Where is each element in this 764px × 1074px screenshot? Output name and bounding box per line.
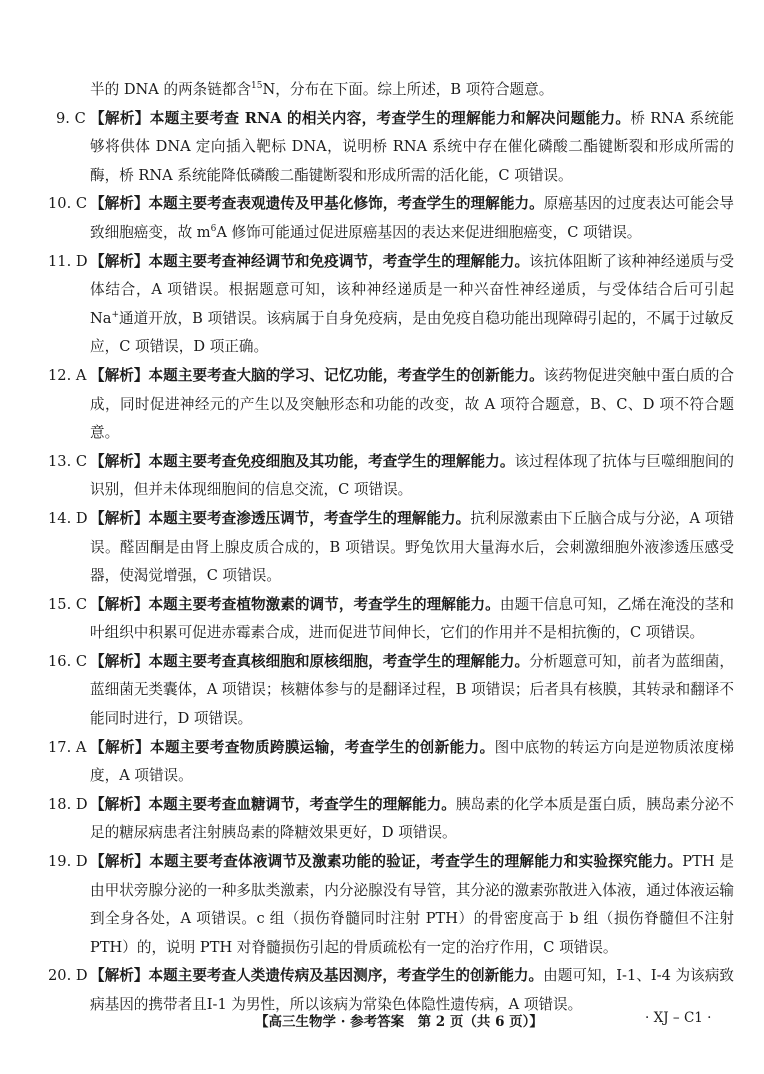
body-text: 该过程体现了抗体与巨噬细胞间的识别，但并未体现细胞间的信息交流，C 项错误。: [90, 452, 734, 499]
body-text: 通道开放，B 项错误。该病属于自身免疫病，是由免疫自稳功能出现障碍引起的，不属于过敏反应，C 项错误，D 项正确。: [90, 309, 734, 356]
topic-summary: 本题主要考查免疫细胞及其功能，考查学生的理解能力。: [148, 452, 515, 470]
body-text: 抗利尿激素由下丘脑合成与分泌，A 项错误。醛固酮是由肾上腺皮质合成的，B 项错误。野兔饮用大量海水后，会刺激细胞外液渗透压感受器，使渴觉增强，C 项错误。: [90, 509, 734, 585]
body-text: A 修饰可能通过促进原癌基因的表达来促进细胞癌变，C 项错误。: [216, 223, 642, 241]
body-text: 原癌基因的过度表达可能会导致细胞癌变，故 m: [90, 195, 734, 241]
analysis-tag: 【解析】: [90, 366, 149, 384]
answer-number: 12. A: [48, 366, 87, 384]
superscript: 15: [251, 81, 263, 92]
analysis-tag: 【解析】: [90, 652, 149, 670]
body-text: 由题可知，Ⅰ-1、Ⅰ-4 为该病致病基因的携带者且Ⅰ-1 为男性，所以该病为常染色体隐性遗传病，A 项错误。: [90, 967, 734, 1013]
body-text: 由题干信息可知，乙烯在淹没的茎和叶组织中积累可促进赤霉素合成，进而促进节间伸长，它们的作用并不是相抗衡的，C 项错误。: [90, 595, 734, 642]
answer-number: 14. D: [48, 509, 88, 527]
analysis-tag: 【解析】: [90, 509, 149, 527]
answer-number: 11. D: [48, 252, 88, 270]
answer-number: 9. C: [56, 109, 86, 127]
answer-number: 18. D: [48, 795, 88, 813]
superscript: 6: [210, 224, 217, 235]
analysis-tag: 【解析】: [90, 252, 149, 270]
topic-summary: 本题主要考查真核细胞和原核细胞，考查学生的理解能力。: [148, 652, 530, 670]
answer-item: [34, 505, 734, 591]
body-text: N，分布在下面。综上所述，B 项符合题意。: [262, 81, 554, 98]
answer-number: 20. D: [48, 967, 88, 985]
continuation-paragraph: [34, 76, 734, 105]
body-text: 该抗体阻断了该种神经递质与受体结合，A 项错误。根据题意可知，该种神经递质是一种兴奋性神经递质，与受体结合后可引起 Na: [90, 252, 734, 327]
answer-item: [34, 248, 734, 362]
body-text: 该药物促进突触中蛋白质的合成，同时促进神经元的产生以及突触形态和功能的改变，故 A 项符合题意，B、C、D 项不符合题意。: [90, 366, 734, 442]
analysis-tag: 【解析】: [90, 595, 149, 613]
answer-item: [34, 448, 734, 505]
answer-number: 15. C: [48, 595, 88, 613]
analysis-tag: 【解析】: [90, 195, 149, 213]
topic-summary: 本题主要考查血糖调节，考查学生的理解能力。: [148, 795, 456, 813]
topic-summary: 本题主要考查体液调节及激素功能的验证，考查学生的理解能力和实验探究能力。: [149, 853, 683, 871]
answer-list: [34, 76, 734, 1020]
answer-item: [34, 648, 734, 734]
analysis-tag: 【解析】: [90, 738, 150, 756]
answer-item: [34, 105, 734, 191]
topic-summary: 本题主要考查植物激素的调节，考查学生的理解能力。: [148, 595, 500, 613]
analysis-tag: 【解析】: [90, 109, 150, 127]
topic-summary: 本题主要考查物质跨膜运输，考查学生的创新能力。: [149, 738, 495, 756]
analysis-tag: 【解析】: [90, 967, 149, 985]
body-text: 半的 DNA 的两条链都含: [90, 81, 252, 98]
answer-number: 16. C: [48, 652, 88, 670]
footer-code: · XJ – C1 ·: [645, 1010, 712, 1026]
analysis-tag: 【解析】: [90, 795, 149, 813]
analysis-tag: 【解析】: [90, 452, 149, 470]
answer-item: [34, 848, 734, 962]
topic-summary: 本题主要考查表观遗传及甲基化修饰，考查学生的理解能力。: [148, 195, 544, 213]
footer-page-info: 【高三生物学 · 参考答案 第 2 页（共 6 页）】: [255, 1014, 543, 1030]
answer-number: 17. A: [48, 738, 87, 756]
topic-summary: 本题主要考查神经调节和免疫调节，考查学生的理解能力。: [148, 252, 530, 270]
body-text: 桥 RNA 系统能够将供体 DNA 定向插入靶标 DNA，说明桥 RNA 系统中存在催化磷酸二酯键断裂和形成所需的酶，桥 RNA 系统能降低磷酸二酯键断裂和形成所需的活化能，C 项错误。: [90, 109, 734, 184]
answer-item: [34, 190, 734, 247]
superscript: +: [111, 309, 120, 320]
body-text: 分析题意可知，前者为蓝细菌，蓝细菌无类囊体，A 项错误；核糖体参与的是翻译过程，B 项错误；后者具有核膜，其转录和翻译不能同时进行，D 项错误。: [90, 652, 734, 728]
page-footer: [0, 1010, 764, 1034]
topic-summary: 本题主要考查人类遗传病及基因测序，考查学生的创新能力。: [148, 967, 544, 985]
answer-number: 19. D: [48, 853, 88, 871]
analysis-tag: 【解析】: [90, 853, 150, 871]
body-text: 胰岛素的化学本质是蛋白质，胰岛素分泌不足的糖尿病患者注射胰岛素的降糖效果更好，D 项错误。: [90, 795, 734, 842]
body-text: PTH 是由甲状旁腺分泌的一种多肽类激素，内分泌腺没有导管，其分泌的激素弥散进入体液，通过体液运输到全身各处，A 项错误。c 组（损伤脊髓同时注射 PTH）的骨密度高于 b 组（损伤脊髓但不注射 PTH）的，说明 PTH 对脊髓损伤引起的骨质疏松有一定的治疗作用，C 项错误。: [90, 853, 734, 956]
answer-item: [34, 362, 734, 448]
topic-summary: 本题主要考查大脑的学习、记忆功能，考查学生的创新能力。: [148, 366, 544, 384]
answer-number: 10. C: [48, 195, 88, 213]
answer-item: [34, 591, 734, 648]
answer-item: [34, 791, 734, 848]
answer-item: [34, 734, 734, 791]
body-text: 图中底物的转运方向是逆物质浓度梯度，A 项错误。: [90, 738, 734, 785]
answer-number: 13. C: [48, 452, 88, 470]
topic-summary: 本题主要考查渗透压调节，考查学生的理解能力。: [148, 509, 471, 527]
topic-summary: 本题主要考查 RNA 的相关内容，考查学生的理解能力和解决问题能力。: [149, 109, 631, 127]
